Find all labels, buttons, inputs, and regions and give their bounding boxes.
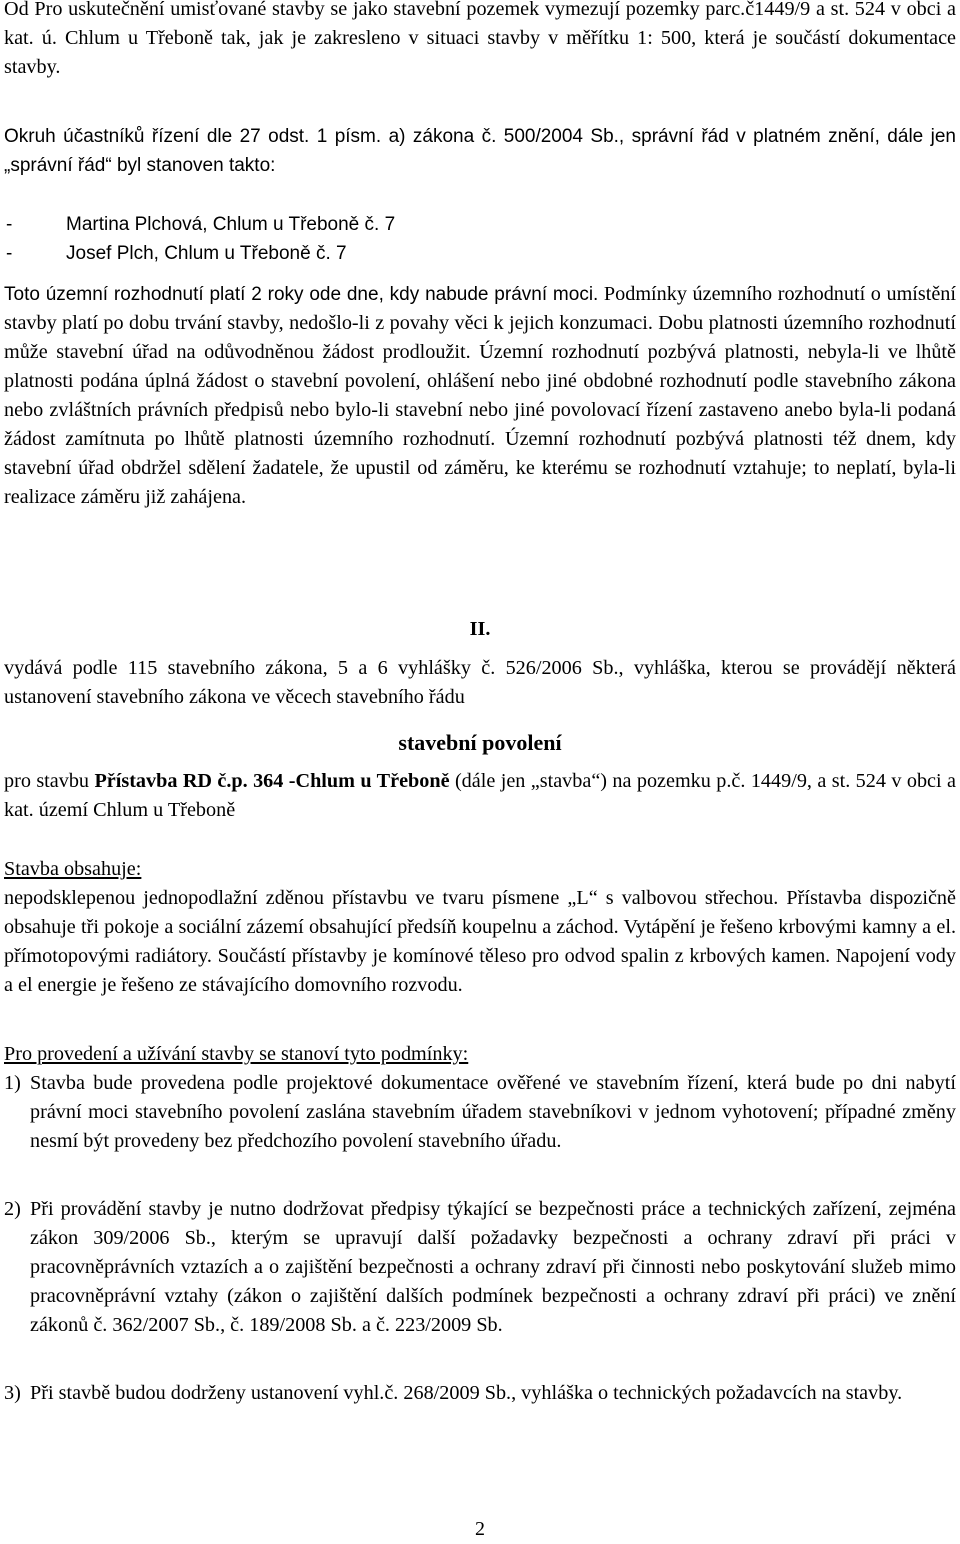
list-dash: - [6,214,13,235]
building-prefix: pro stavbu [4,770,95,792]
condition-item [4,1195,956,1340]
intro-paragraph: Od Pro uskutečnění umisťované stavby se jako stavební pozemek vymezují pozemky parc.č1449/9 a st. 524 v obci a kat. ú. Chlum u Třeboně tak, jak je zakresleno v situaci stavby v měřítku 1: 500, která je součástí dokumentace stavby. [4,0,956,78]
condition-item [4,1379,956,1408]
building-name: Přístavba RD č.p. 364 -Chlum u Třeboně [94,770,450,792]
condition-item [4,1069,956,1156]
participant-name: Josef Plch, Chlum u Třeboně č. 7 [66,243,347,264]
participants-intro: Okruh účastníků řízení dle 27 odst. 1 písm. a) zákona č. 500/2004 Sb., správní řád v platném znění, dále jen „správní řád“ byl stanoven takto: [4,126,956,176]
validity-paragraph [4,280,956,512]
participant-name: Martina Plchová, Chlum u Třeboně č. 7 [66,214,396,235]
condition-number: 2) [4,1198,21,1220]
participant-item [4,239,704,268]
section-number: II. [469,618,491,640]
condition-text: Stavba bude provedena podle projektové dokumentace ověřené ve stavebním řízení, která bude po dni nabytí právní moci stavebního povolení zaslána stavebním úřadem stavebníkovi v jednom vyhotovení; případné změny nesmí být provedeny bez předchozího povolení stavebního úřadu. [30,1072,956,1152]
validity-first-sentence: Toto územní rozhodnutí platí 2 roky ode dne, kdy nabude právní moci. [4,284,599,305]
validity-rest: Podmínky územního rozhodnutí o umístění stavby platí po dobu trvání stavby, nedošlo-li z povahy věci k jejich konzumaci. Dobu platnosti územního rozhodnutí může stavební úřad na odůvodněnou žádost prodloužit. Územní rozhodnutí pozbývá platnosti, nebyla-li ve lhůtě platnosti podána úplná žádost o stavební povolení, ohlášení nebo jiné obdobné rozhodnutí podle stavebního zákona nebo zvláštních právních předpisů nebo bylo-li stavební nebo jiné povolovací řízení zastaveno anebo byla-li podaná žádost zamítnuta po lhůtě platnosti územního rozhodnutí. Územní rozhodnutí pozbývá platnosti též dnem, kdy stavební úřad obdržel sdělení žadatele, že upustil od záměru, ke kterému se rozhodnutí vztahuje; to neplatí, byla-li realizace záměru již zahájena. [4,283,957,508]
condition-text: Při stavbě budou dodrženy ustanovení vyhl.č. 268/2009 Sb., vyhláška o technických požadavcích na stavby. [30,1382,903,1404]
permit-title: stavební povolení [398,730,562,755]
issue-paragraph: vydává podle 115 stavebního zákona, 5 a 6 vyhlášky č. 526/2006 Sb., vyhláška, kterou se provádějí některá ustanovení stavebního zákona ve věcech stavebního řádu [4,657,956,708]
page-number: 2 [475,1518,485,1540]
condition-number: 1) [4,1072,21,1094]
conditions-heading: Pro provedení a užívání stavby se stanoví tyto podmínky: [4,1043,469,1065]
building-suffix: (dále jen „stavba“) na pozemku p.č. 1449/9, a st. 524 v obci a kat. území Chlum u Třeboně [4,770,956,821]
contents-paragraph: nepodsklepenou jednopodlažní zděnou přístavbu ve tvaru písmene „L“ s valbovou střechou. Přístavba dispozičně obsahuje tři pokoje a sociální zázemí obsahující předsíň koupelnu a záchod. Vytápění je řešeno krbovými kamny a el. přímotopovými radiátory. Součástí přístavby je komínové těleso pro odvod spalin z krbových kamen. Napojení vody a el energie je řešeno ze stávajícího domovního rozvodu. [4,887,956,996]
condition-text: Při provádění stavby je nutno dodržovat předpisy týkající se bezpečnosti práce a technických zařízení, zejména zákon 309/2006 Sb., kterým se upravují další požadavky bezpečnosti a ochrany zdraví při práci v pracovněprávních vztazích a o zajištění bezpečnosti a ochrany zdraví při činnosti nebo poskytování služeb mimo pracovněprávní vztahy (zákon o zajištění dalších podmínek bezpečnosti a ochrany zdraví při práci) ve znění zákonů č. 362/2007 Sb., č. 189/2008 Sb. a č. 223/2009 Sb. [30,1198,956,1336]
building-paragraph [4,767,956,825]
list-dash: - [6,243,13,264]
participant-item [4,210,704,239]
contents-heading: Stavba obsahuje: [4,858,142,880]
condition-number: 3) [4,1382,21,1404]
